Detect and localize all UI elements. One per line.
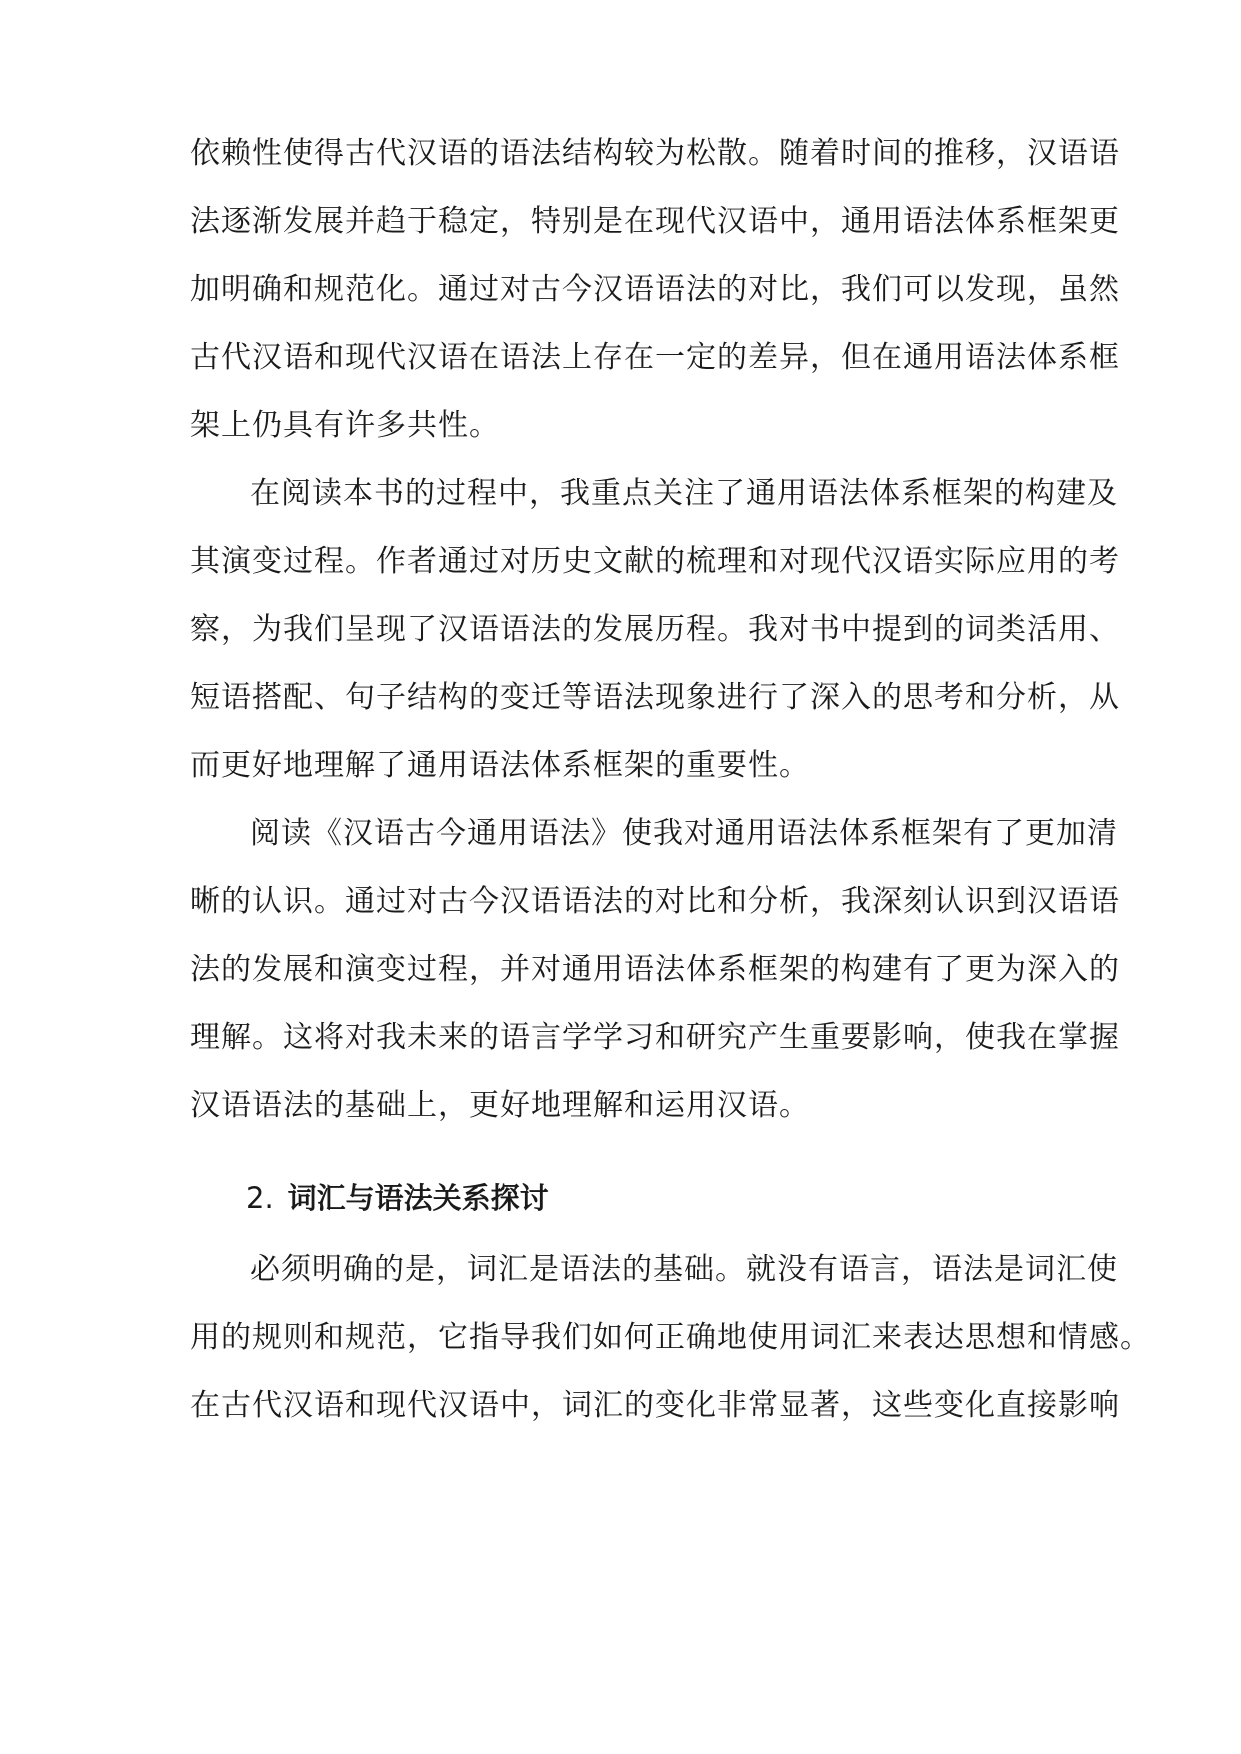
paragraph-1-line-5: 架上仍具有许多共性。 [190, 408, 500, 443]
paragraph-1-line-2: 法逐渐发展并趋于稳定，特别是在现代汉语中，通用语法体系框架更 [190, 204, 1120, 239]
paragraph-3-line-4: 理解。这将对我未来的语言学学习和研究产生重要影响，使我在掌握 [190, 1020, 1120, 1055]
paragraph-2-line-2: 其演变过程。作者通过对历史文献的梳理和对现代汉语实际应用的考 [190, 544, 1120, 579]
paragraph-1-line-4: 古代汉语和现代汉语在语法上存在一定的差异，但在通用语法体系框 [190, 340, 1120, 375]
section-title: 词汇与语法关系探讨 [287, 1181, 549, 1215]
paragraph-4-line-3: 在古代汉语和现代汉语中，词汇的变化非常显著，这些变化直接影响 [190, 1388, 1120, 1423]
section-heading [246, 1178, 549, 1218]
paragraph-1-line-3: 加明确和规范化。通过对古今汉语语法的对比，我们可以发现，虽然 [190, 272, 1120, 307]
paragraph-4-line-1: 必须明确的是，词汇是语法的基础。就没有语言，语法是词汇使 [250, 1252, 1118, 1287]
paragraph-3-line-1: 阅读《汉语古今通用语法》使我对通用语法体系框架有了更加清 [250, 816, 1118, 851]
paragraph-2-line-1: 在阅读本书的过程中，我重点关注了通用语法体系框架的构建及 [250, 476, 1118, 511]
paragraph-2-line-3: 察，为我们呈现了汉语语法的发展历程。我对书中提到的词类活用、 [190, 612, 1120, 647]
paragraph-3-line-3: 法的发展和演变过程，并对通用语法体系框架的构建有了更为深入的 [190, 952, 1120, 987]
paragraph-1-line-1: 依赖性使得古代汉语的语法结构较为松散。随着时间的推移，汉语语 [190, 136, 1120, 171]
paragraph-4-line-2: 用的规则和规范，它指导我们如何正确地使用词汇来表达思想和情感。 [190, 1320, 1151, 1355]
paragraph-3-line-2: 晰的认识。通过对古今汉语语法的对比和分析，我深刻认识到汉语语 [190, 884, 1120, 919]
paragraph-3-line-5: 汉语语法的基础上，更好地理解和运用汉语。 [190, 1088, 810, 1123]
section-number: 2. [246, 1181, 274, 1215]
paragraph-2-line-5: 而更好地理解了通用语法体系框架的重要性。 [190, 748, 810, 783]
paragraph-2-line-4: 短语搭配、句子结构的变迁等语法现象进行了深入的思考和分析，从 [190, 680, 1120, 715]
